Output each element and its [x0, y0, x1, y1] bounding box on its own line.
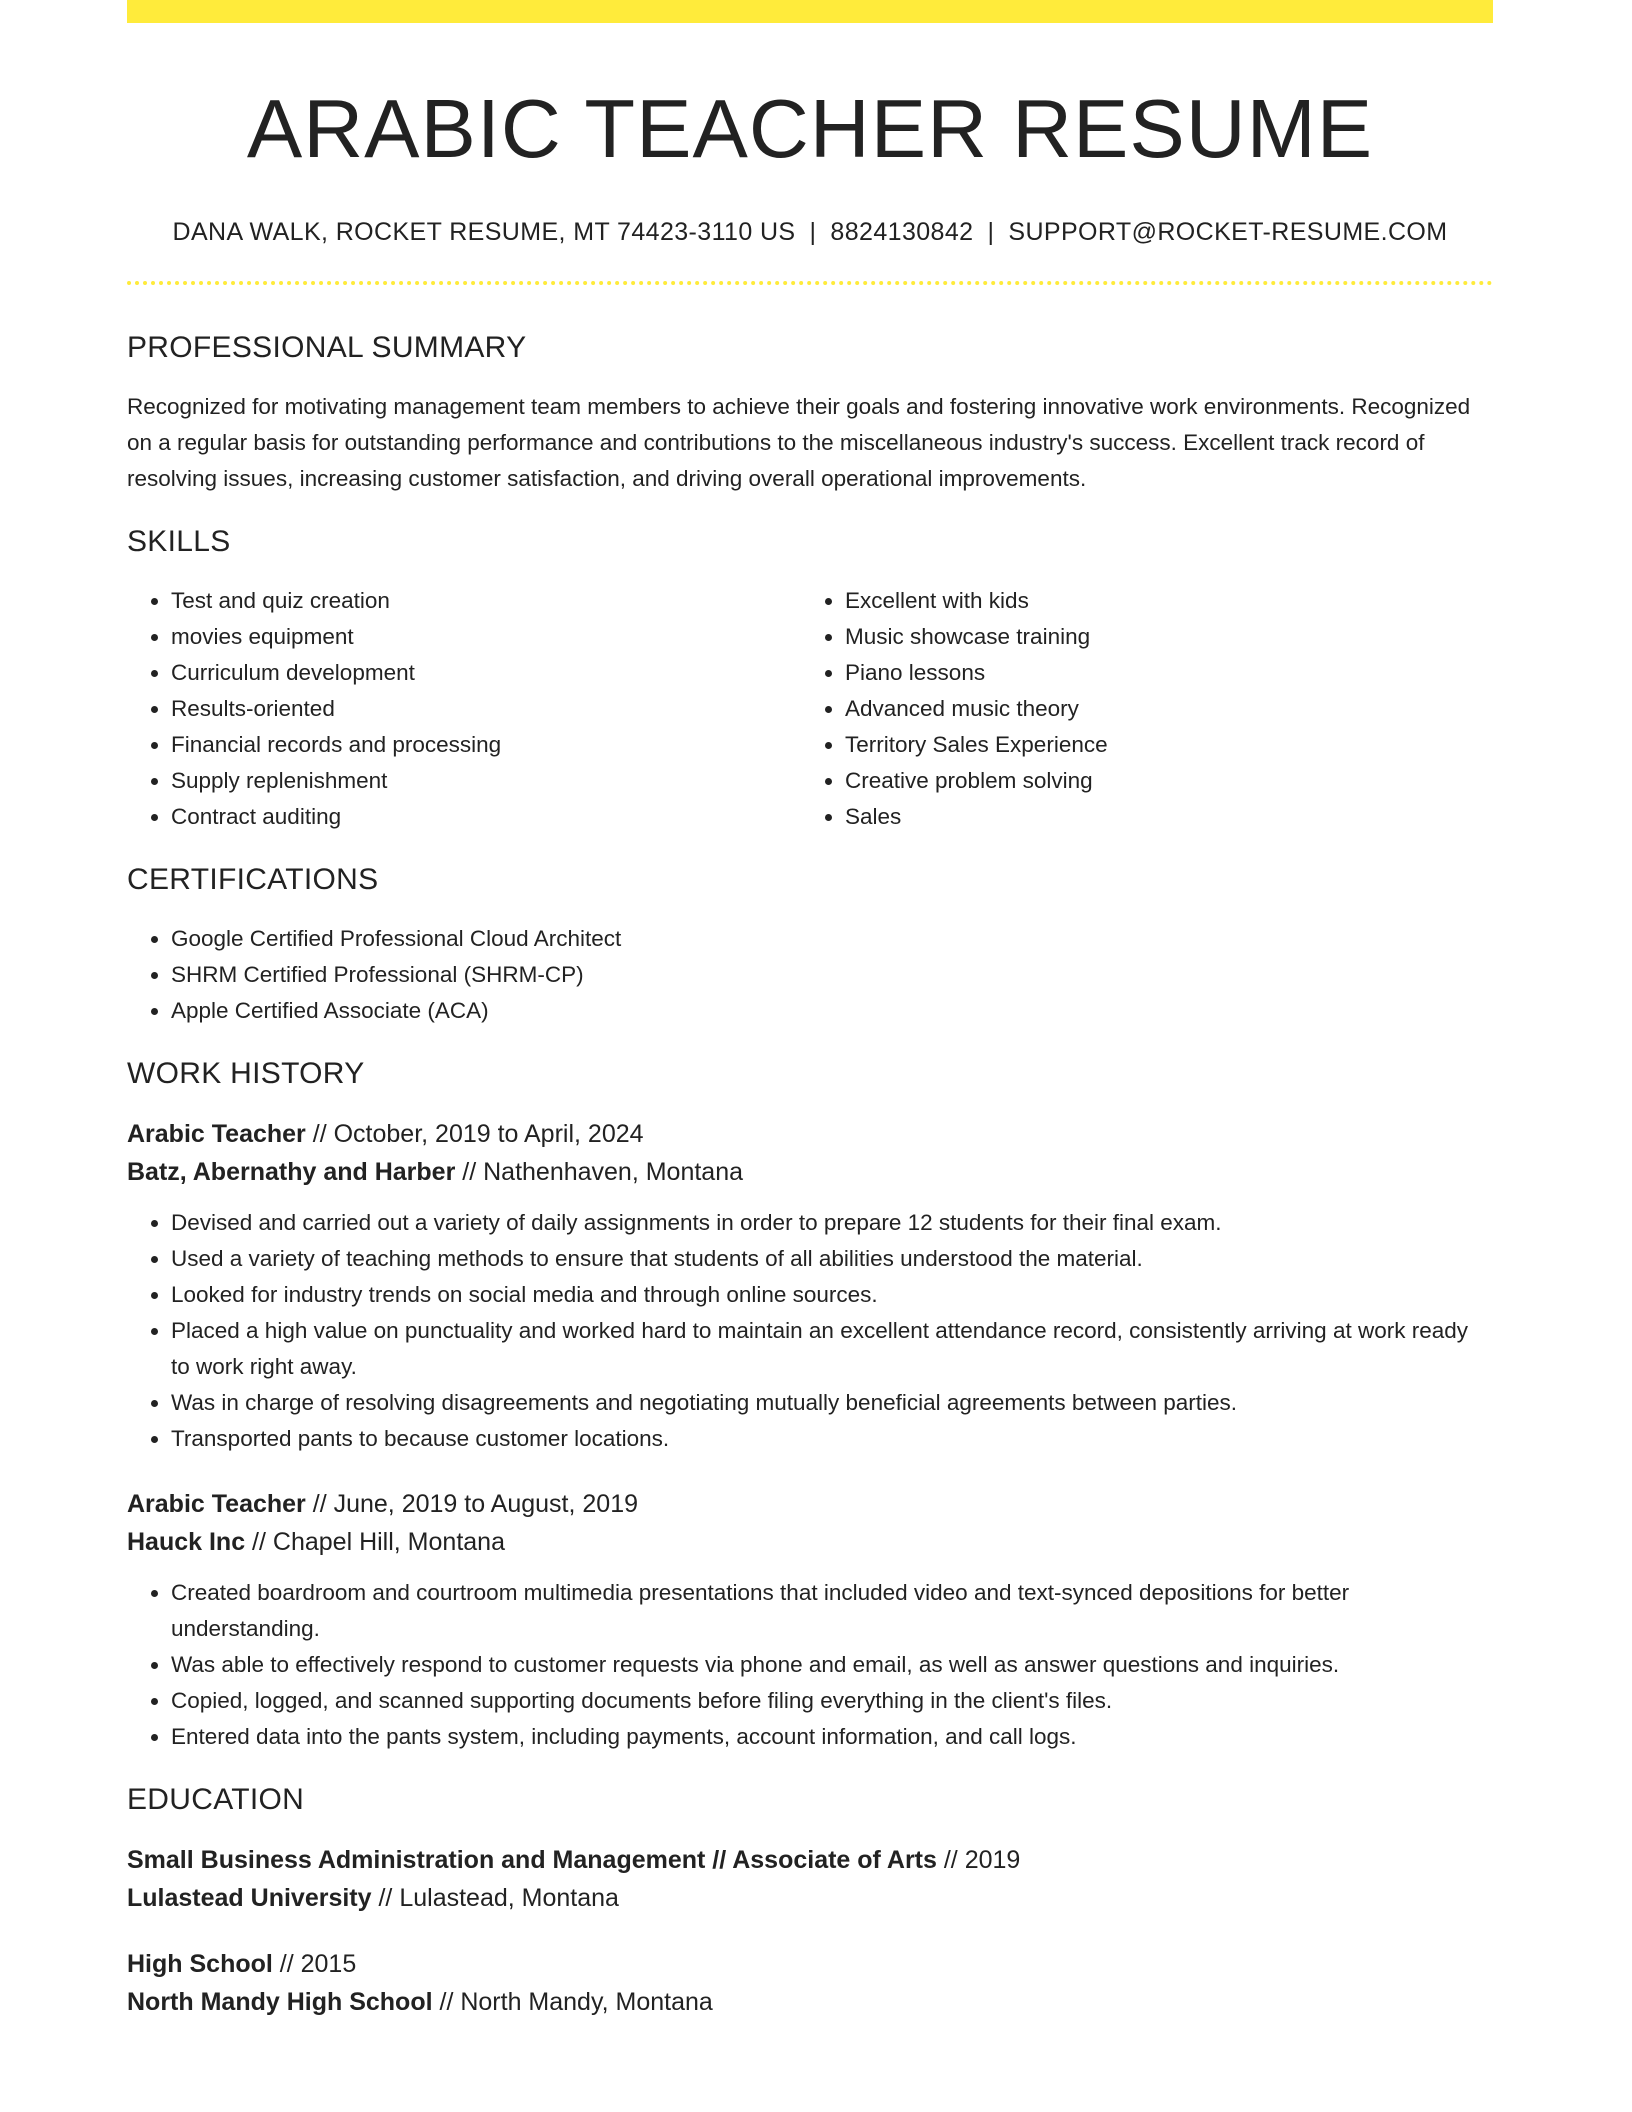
education-entry [127, 1945, 1493, 2021]
job-dates: June, 2019 to August, 2019 [333, 1490, 639, 1519]
certification-item: • Apple Certified Associate (ACA) [171, 993, 1493, 1029]
skill-item: • Territory Sales Experience [845, 727, 1475, 763]
skill-item: • Piano lessons [845, 655, 1475, 691]
job-company-line [127, 1523, 1493, 1561]
education-year: 2015 [300, 1950, 357, 1979]
education-separator: // [936, 1846, 965, 1875]
education-degree: Small Business Administration and Management // Associate of Arts [127, 1846, 937, 1875]
job-title-line [127, 1115, 1493, 1153]
education-separator: // [432, 1988, 461, 2017]
summary-section [127, 331, 1493, 497]
top-accent-bar [127, 0, 1493, 23]
job-bullet: • Was in charge of resolving disagreements and negotiating mutually beneficial agreements between parties. [171, 1385, 1493, 1421]
job-separator: // [245, 1528, 273, 1557]
job-bullet: • Transported pants to because customer locations. [171, 1421, 1493, 1457]
contact-line [127, 218, 1493, 247]
education-degree: High School [127, 1950, 273, 1979]
skills-list-right [801, 583, 1475, 835]
education-school-line [127, 1983, 1493, 2021]
skill-item: • Financial records and processing [171, 727, 801, 763]
job-bullet: • Used a variety of teaching methods to ensure that students of all abilities understood the material. [171, 1241, 1493, 1277]
job-title-line [127, 1485, 1493, 1523]
job-title: Arabic Teacher [127, 1490, 306, 1519]
education-school: Lulastead University [127, 1884, 372, 1913]
certification-item: • Google Certified Professional Cloud Architect [171, 921, 1493, 957]
certification-item: • SHRM Certified Professional (SHRM-CP) [171, 957, 1493, 993]
summary-heading: PROFESSIONAL SUMMARY [127, 331, 527, 365]
resume-page [127, 0, 1493, 2021]
education-school: North Mandy High School [127, 1988, 433, 2017]
skill-item: • Supply replenishment [171, 763, 801, 799]
skills-grid [127, 583, 1493, 835]
education-heading: EDUCATION [127, 1783, 305, 1817]
job-separator: // [305, 1120, 334, 1149]
job-bullet: • Copied, logged, and scanned supporting documents before filing everything in the client's files. [171, 1683, 1493, 1719]
education-school-line [127, 1879, 1493, 1917]
skill-item: • Test and quiz creation [171, 583, 801, 619]
contact-address: DANA WALK, ROCKET RESUME, MT 74423-3110 US [172, 218, 796, 247]
skill-item: • Creative problem solving [845, 763, 1475, 799]
education-degree-line [127, 1945, 1493, 1983]
job-bullet: • Devised and carried out a variety of daily assignments in order to prepare 12 students for their final exam. [171, 1205, 1493, 1241]
job-company: Batz, Abernathy and Harber [127, 1158, 456, 1187]
skill-item: • Contract auditing [171, 799, 801, 835]
contact-email: SUPPORT@ROCKET-RESUME.COM [1008, 218, 1448, 247]
skill-item: • Curriculum development [171, 655, 801, 691]
contact-separator: | [809, 218, 817, 247]
job-entry [127, 1485, 1493, 1755]
skill-item: • Sales [845, 799, 1475, 835]
job-bullet: • Created boardroom and courtroom multimedia presentations that included video and text-synced depositions for better understanding. [171, 1575, 1493, 1647]
education-separator: // [272, 1950, 301, 1979]
education-location: Lulastead, Montana [399, 1884, 619, 1913]
job-separator: // [455, 1158, 484, 1187]
contact-phone: 8824130842 [830, 218, 974, 247]
job-dates: October, 2019 to April, 2024 [333, 1120, 644, 1149]
job-company: Hauck Inc [127, 1528, 246, 1557]
skill-item: • Excellent with kids [845, 583, 1475, 619]
job-bullets [127, 1205, 1493, 1457]
job-bullets [127, 1575, 1493, 1755]
education-section [127, 1783, 1493, 2021]
contact-separator: | [987, 218, 995, 247]
skill-item: • Results-oriented [171, 691, 801, 727]
job-entry [127, 1115, 1493, 1457]
skills-list-left [127, 583, 801, 835]
job-separator: // [305, 1490, 334, 1519]
certifications-section [127, 863, 1493, 1029]
job-title: Arabic Teacher [127, 1120, 306, 1149]
job-location: Nathenhaven, Montana [483, 1158, 744, 1187]
job-bullet: • Was able to effectively respond to customer requests via phone and email, as well as answer questions and inquiries. [171, 1647, 1493, 1683]
education-degree-line [127, 1841, 1493, 1879]
job-bullet: • Placed a high value on punctuality and worked hard to maintain an excellent attendance record, consistently arriving at work ready to work right away. [171, 1313, 1493, 1385]
summary-text: Recognized for motivating management team members to achieve their goals and fostering innovative work environments. Recognized on a regular basis for outstanding performance and contributions to the miscellaneous industry's success. Excellent track record of resolving issues, increasing customer satisfaction, and driving overall operational improvements. [127, 394, 1471, 492]
education-separator: // [371, 1884, 400, 1913]
skill-item: • Advanced music theory [845, 691, 1475, 727]
skill-item: • Music showcase training [845, 619, 1475, 655]
skill-item: • movies equipment [171, 619, 801, 655]
skills-section [127, 525, 1493, 835]
certifications-list [127, 921, 1493, 1029]
job-company-line [127, 1153, 1493, 1191]
page-title: ARABIC TEACHER RESUME [246, 82, 1374, 175]
job-bullet: • Entered data into the pants system, including payments, account information, and call logs. [171, 1719, 1493, 1755]
education-entry [127, 1841, 1493, 1917]
skills-heading: SKILLS [127, 525, 231, 559]
header-divider [127, 281, 1493, 285]
job-bullet: • Looked for industry trends on social media and through online sources. [171, 1277, 1493, 1313]
work-history-section [127, 1057, 1493, 1755]
education-location: North Mandy, Montana [460, 1988, 713, 2017]
work-history-heading: WORK HISTORY [127, 1057, 365, 1091]
certifications-heading: CERTIFICATIONS [127, 863, 379, 897]
job-location: Chapel Hill, Montana [272, 1528, 505, 1557]
education-year: 2019 [964, 1846, 1021, 1875]
